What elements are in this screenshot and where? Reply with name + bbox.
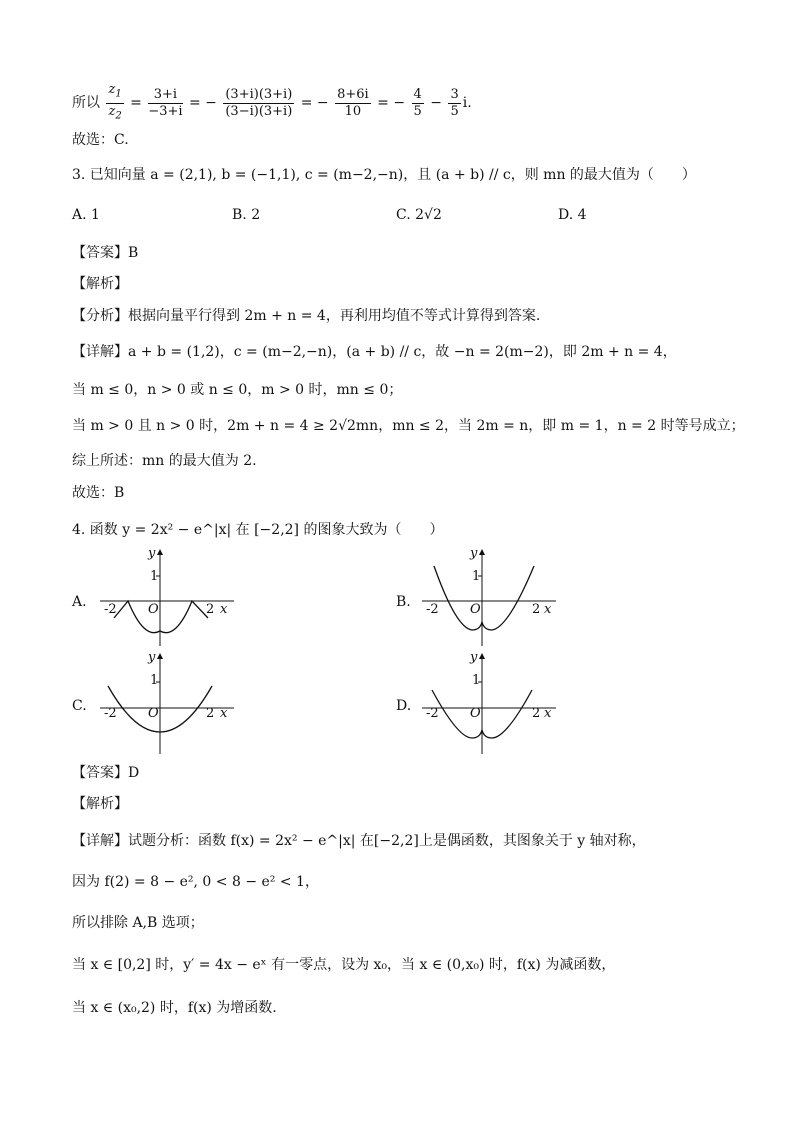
graph-d-y-label: y	[470, 650, 478, 665]
frac3-den: (3−i)(3+i)	[225, 103, 293, 119]
graph-c-x-label: x	[220, 706, 228, 721]
graph-a	[92, 548, 242, 648]
q4-detail-2: 因为 f(2) = 8 − e², 0 < 8 − e² < 1，	[72, 874, 319, 890]
q3-stem: 3. 已知向量 a = (2,1), b = (−1,1), c = (m−2,−n)，且 (a + b) // c，则 mn 的最大值为（ ）	[72, 167, 696, 183]
q3-option-b: B. 2	[232, 207, 261, 223]
graph-b-neg2-label: -2	[426, 602, 439, 617]
graph-b-y-label: y	[470, 546, 478, 561]
frac1-num: $z_1$	[106, 82, 123, 104]
curve-right	[482, 690, 532, 738]
graph-a-neg2-label: -2	[104, 602, 117, 617]
imag-unit: i	[462, 95, 468, 112]
graph-c	[92, 652, 242, 756]
graph-c-origin-label: O	[148, 706, 159, 721]
fraction-z1-z2	[106, 82, 123, 124]
q4-option-c: C.	[72, 698, 87, 714]
q4-detail-3: 所以排除 A,B 选项；	[72, 915, 204, 931]
fraction-2	[148, 87, 182, 120]
q3-option-d: D. 4	[558, 207, 587, 223]
frac5-den: 5	[413, 103, 422, 119]
q3-case2: 当 m > 0 且 n > 0 时，2m + n = 4 ≥ 2√2mn，mn ≤ 2，当 2m = n，即 m = 1，n = 2 时等号成立；	[72, 418, 745, 434]
q4-detail-5: 当 x ∈ (x₀,2) 时，f(x) 为增函数.	[72, 1000, 277, 1016]
q4-jiexi-header: 【解析】	[72, 796, 128, 812]
q4-option-d: D.	[396, 698, 412, 714]
graph-d-neg2-label: -2	[426, 706, 439, 721]
q4-detail-1: 【详解】试题分析：函数 f(x) = 2x² − e^|x| 在[−2,2]上是偶函数，其图象关于 y 轴对称，	[72, 833, 646, 849]
frac5-num: 4	[413, 86, 422, 102]
end-dot: .	[467, 95, 472, 112]
graph-c-y-label: y	[148, 650, 156, 665]
graph-a-origin-label: O	[148, 602, 159, 617]
graph-a-one-label: 1	[150, 569, 159, 584]
curve-right	[482, 566, 534, 630]
q3-option-c: C. 2√2	[396, 207, 442, 223]
fraction-3	[223, 87, 294, 120]
prefix-text: 所以	[72, 95, 100, 112]
graph-d	[414, 652, 564, 756]
frac4-den: 10	[344, 103, 362, 119]
frac2-num: 3+i	[148, 87, 182, 104]
graph-a-x-label: x	[220, 602, 228, 617]
graph-d-one-label: 1	[472, 673, 481, 688]
frac1-den: $z_2$	[108, 103, 122, 122]
q3-jiexi-header: 【解析】	[72, 276, 128, 292]
graph-a-pos2-label: 2	[206, 602, 215, 617]
graph-b-pos2-label: 2	[532, 602, 541, 617]
graph-d-pos2-label: 2	[532, 706, 541, 721]
fraction-6	[448, 87, 460, 120]
curve-right	[160, 601, 208, 633]
q3-case1: 当 m ≤ 0，n > 0 或 n ≤ 0，m > 0 时，mn ≤ 0；	[72, 382, 403, 398]
q3-fenxi: 【分析】根据向量平行得到 2m + n = 4，再利用均值不等式计算得到答案.	[72, 308, 541, 324]
fraction-4	[335, 87, 371, 120]
graph-b	[414, 548, 564, 648]
graph-a-y-label: y	[148, 546, 156, 561]
q4-answer: 【答案】D	[72, 765, 140, 781]
q4-stem: 4. 函数 y = 2x² − e^|x| 在 [−2,2] 的图象大致为（ ）	[72, 522, 444, 538]
graph-b-origin-label: O	[470, 602, 481, 617]
graph-c-pos2-label: 2	[206, 706, 215, 721]
q4-detail-4: 当 x ∈ [0,2] 时，y′ = 4x − eˣ 有一零点，设为 x₀，当 x ∈ (0,x₀) 时，f(x) 为减函数，	[72, 957, 616, 973]
frac3-num: (3+i)(3+i)	[225, 86, 293, 102]
graph-c-neg2-label: -2	[104, 706, 117, 721]
frac4-num: 8+6i	[337, 86, 369, 102]
graph-b-one-label: 1	[472, 569, 481, 584]
fraction-5	[412, 87, 424, 120]
q3-answer: 【答案】B	[72, 245, 139, 261]
graph-d-x-label: x	[544, 706, 552, 721]
q3-xiangjie: 【详解】a + b = (1,2)，c = (m−2,−n)，(a + b) // c，故 −n = 2(m−2)，即 2m + n = 4，	[72, 344, 677, 360]
q3-summary: 综上所述：mn 的最大值为 2.	[72, 453, 257, 469]
graph-d-origin-label: O	[470, 706, 481, 721]
graph-b-x-label: x	[544, 602, 552, 617]
q3-option-a: A. 1	[72, 207, 100, 223]
q3-choose: 故选：B	[72, 485, 125, 501]
frac6-den: 5	[450, 103, 459, 119]
graph-c-one-label: 1	[150, 673, 159, 688]
q4-option-b: B.	[396, 594, 411, 610]
prev-answer-line: 故选：C.	[72, 132, 129, 148]
frac2-den: −3+i	[148, 103, 183, 119]
q4-option-a: A.	[72, 594, 87, 610]
prev-result-line: 所以 $\frac{z_1}{z_2}$ = $\frac{3+i}{-3+i}$ = − $\frac{(3+i)(3+i)}{(3-i)(3+i)}$ = − $\frac{8+6i}{10}$ = − $\frac{4}{5}$ − $\frac{3}{5}$ i.	[72, 82, 472, 124]
frac6-num: 3	[450, 86, 459, 102]
